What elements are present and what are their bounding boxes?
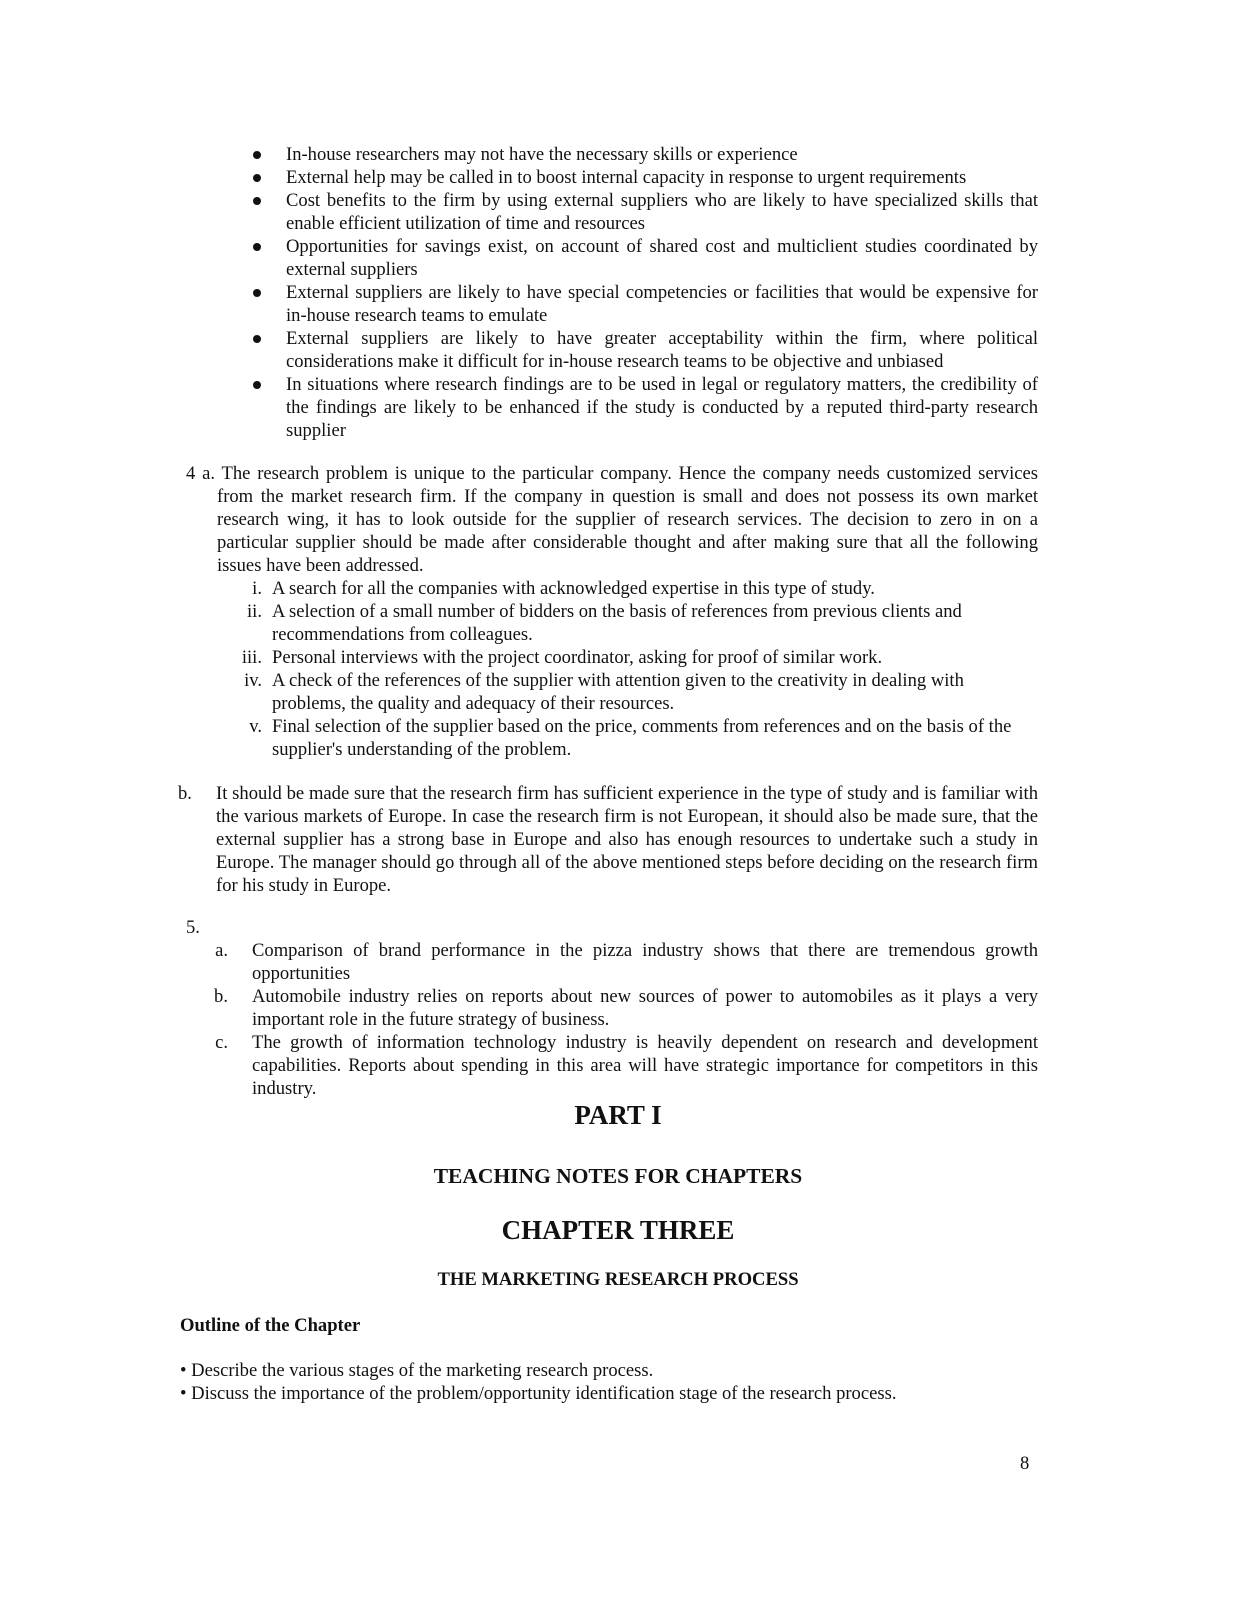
list-item: v. Final selection of the supplier based on the price, comments from references and on the basis of the supplier's understanding of the problem. bbox=[249, 716, 1012, 760]
list-item: a. Comparison of brand performance in the pizza industry shows that there are tremendous growth opportunities bbox=[215, 940, 1038, 984]
part-heading: PART I bbox=[574, 1100, 662, 1130]
page-number: 8 bbox=[1020, 1453, 1030, 1474]
bullet-icon bbox=[253, 151, 261, 159]
list-item: Cost benefits to the firm by using external suppliers who are likely to have specialized skills that enable efficient utilization of time and resources bbox=[248, 189, 1038, 235]
bullet-icon bbox=[253, 243, 261, 251]
bullet-icon bbox=[253, 197, 261, 205]
chapter-heading: CHAPTER THREE bbox=[501, 1215, 735, 1245]
list-item: External suppliers are likely to have greater acceptability within the firm, where political considerations make it difficult for in-house research teams to be objective and unbiased bbox=[248, 327, 1038, 373]
chapter-title: THE MARKETING RESEARCH PROCESS bbox=[437, 1269, 799, 1290]
bullet-list bbox=[248, 143, 1038, 442]
list-item: ii. A selection of a small number of bidders on the basis of references from previous clients and recommendations from colleagues. bbox=[247, 601, 962, 645]
bullet-icon bbox=[253, 289, 261, 297]
list-item: c. The growth of information technology industry is heavily dependent on research and development capabilities. Reports about spending in this area will have strategic importance for competitors in this industry. bbox=[215, 1032, 1038, 1099]
list-item: i. A search for all the companies with acknowledged expertise in this type of study. bbox=[252, 578, 875, 599]
answer-4b-label: b. bbox=[178, 783, 192, 804]
answer-4a bbox=[186, 462, 1038, 761]
list-item: External help may be called in to boost internal capacity in response to urgent requirements bbox=[248, 166, 1038, 189]
list-item: • Discuss the importance of the problem/opportunity identification stage of the research process. bbox=[180, 1383, 897, 1404]
outline-title: Outline of the Chapter bbox=[180, 1315, 361, 1336]
answer-4a-paragraph: 4 a. The research problem is unique to the particular company. Hence the company needs customized services from the market research firm. If the company in question is small and does not possess its own market research wing, it has to look outside for the supplier of research services. The decision to zero in on a particular supplier should be made after considerable thought and after making sure that all the following issues have been addressed. bbox=[186, 463, 1038, 576]
roman-list bbox=[186, 577, 1038, 761]
list-item: In situations where research findings are to be used in legal or regulatory matters, the credibility of the findings are likely to be enhanced if the study is conducted by a reputed third-party research supplier bbox=[248, 373, 1038, 442]
alpha-list bbox=[186, 939, 1038, 1100]
list-item: External suppliers are likely to have special competencies or facilities that would be expensive for in-house research teams to emulate bbox=[248, 281, 1038, 327]
list-item: • Describe the various stages of the marketing research process. bbox=[180, 1360, 654, 1381]
bullet-icon bbox=[253, 335, 261, 343]
answer-4b-paragraph: It should be made sure that the research firm has sufficient experience in the type of study and is familiar with the various markets of Europe. In case the research firm is not European, it should also be made sure, that the external supplier has a strong base in Europe and also has enough resources to undertake such a study in Europe. The manager should go through all of the above mentioned steps before deciding on the research firm for his study in Europe. bbox=[216, 783, 1038, 896]
list-item: In-house researchers may not have the necessary skills or experience bbox=[248, 143, 1038, 166]
outline-list bbox=[180, 1359, 1040, 1405]
list-item: b. Automobile industry relies on reports about new sources of power to automobiles as it plays a very important role in the future strategy of business. bbox=[214, 986, 1038, 1030]
bullet-icon bbox=[253, 174, 261, 182]
list-item: Opportunities for savings exist, on account of shared cost and multiclient studies coordinated by external suppliers bbox=[248, 235, 1038, 281]
answer-5 bbox=[186, 916, 1038, 1100]
list-item: iv. A check of the references of the supplier with attention given to the creativity in dealing with problems, the quality and adequacy of their resources. bbox=[244, 670, 964, 714]
bullet-icon bbox=[253, 381, 261, 389]
list-item: iii. Personal interviews with the project coordinator, asking for proof of similar work. bbox=[241, 647, 883, 668]
teaching-notes-heading: TEACHING NOTES FOR CHAPTERS bbox=[433, 1164, 803, 1188]
answer-4b bbox=[178, 782, 1038, 897]
answer-5-label: 5. bbox=[186, 917, 200, 938]
